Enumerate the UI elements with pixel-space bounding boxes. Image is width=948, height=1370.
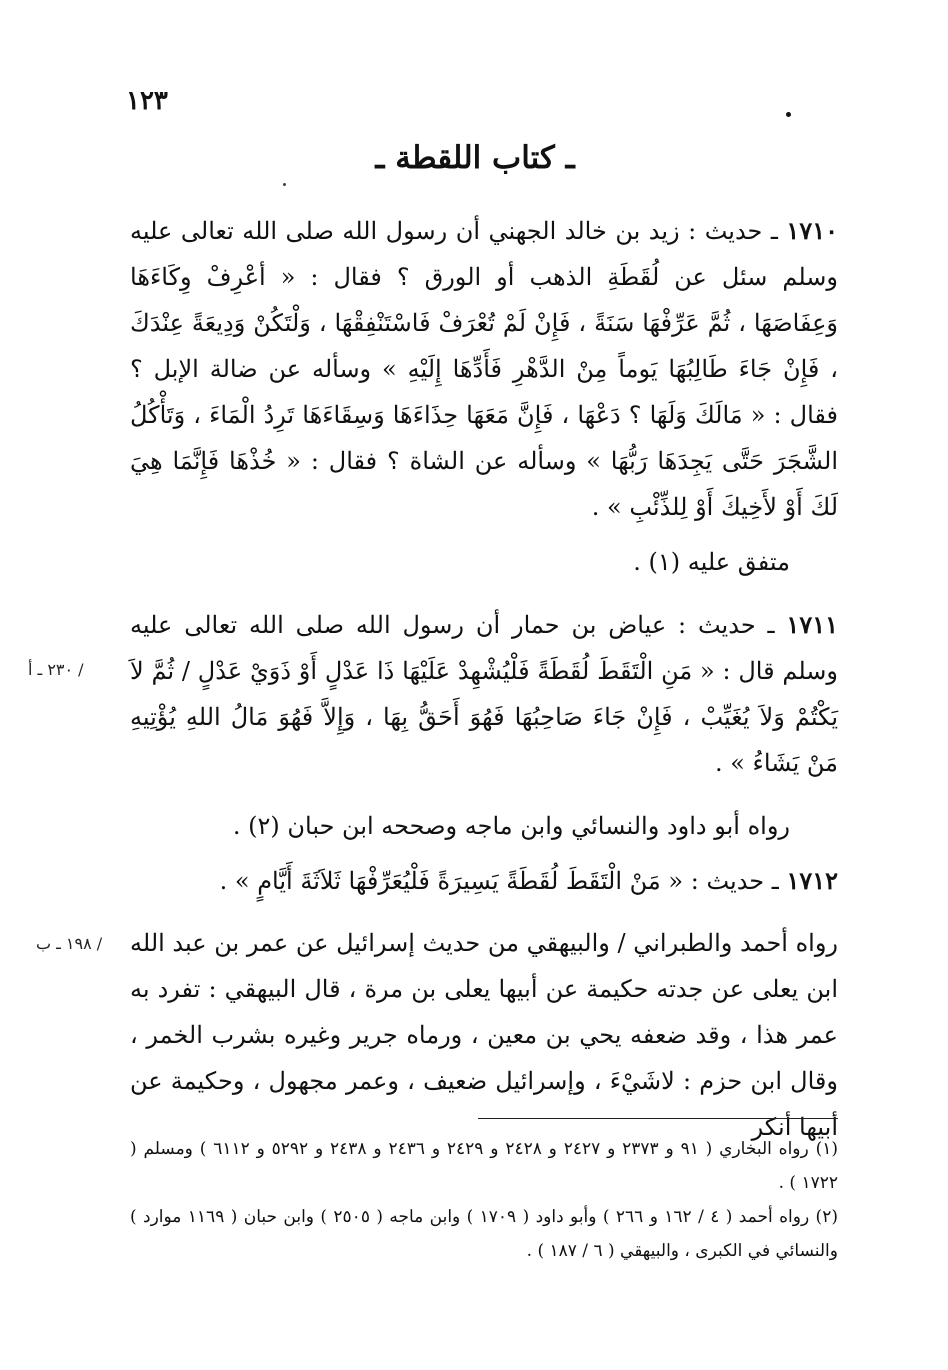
hadith-1710 [130, 208, 838, 530]
ink-speck [283, 183, 286, 186]
hadith-number: ١٧١٠ [786, 216, 838, 245]
hadith-number: ١٧١١ [786, 610, 838, 639]
margin-note-manuscript-b: / ١٩٨ ـ ب [36, 934, 103, 953]
margin-note-manuscript-a: / ٢٣٠ ـ أ [28, 660, 84, 679]
hadith-1710-source: متفق عليه (١) . [633, 548, 790, 576]
footnote-1: (١) رواه البخاري ( ٩١ و ٢٣٧٣ و ٢٤٢٧ و ٢٤٢٨ و ٢٤٢٩ و ٢٤٣٦ و ٢٤٣٨ و ٥٢٩٢ و ٦١١٢ ) ومسلم ( ١٧٢٢ ) . [130, 1139, 838, 1193]
hadith-number: ١٧١٢ [786, 866, 838, 895]
footnote-divider [478, 1118, 838, 1119]
hadith-1711-source: رواه أبو داود والنسائي وابن ماجه وصححه ابن حبان (٢) . [232, 812, 790, 840]
hadith-1711 [130, 602, 838, 786]
chapter-title: ـ كتاب اللقطة ـ [375, 140, 575, 176]
hadith-text: ـ حديث : عياض بن حمار أن رسول الله صلى الله تعالى عليه وسلم قال : « مَنِ الْتَقَطَ لُقَطَةً فَلْيُشْهِدْ عَلَيْهَا ذَا عَدْلٍ أَوْ ذَوَيْ عَدْلٍ / ثُمَّ لاَ يَكْتُمْ وَلاَ يُغَيِّبْ ، فَإِنْ جَاءَ صَاحِبُهَا فَهُوَ أَحَقُّ بِهَا ، وَإِلاَّ فَهُوَ مَالُ اللهِ يُؤْتِيهِ مَنْ يَشَاءُ » . [130, 611, 838, 777]
page-number: ١٢٣ [126, 86, 168, 116]
hadith-text: ـ حديث : زيد بن خالد الجهني أن رسول الله صلى الله تعالى عليه وسلم سئل عن لُقَطَةِ الذهب أو الورق ؟ فقال : « أعْرِفْ وِكَاءَهَا وَعِفَاصَهَا ، ثُمَّ عَرِّفْهَا سَنَةً ، فَإِنْ لَمْ تُعْرَفْ فَاسْتَنْفِقْهَا ، وَلْتَكُنْ وَدِيعَةً عِنْدَكَ ، فَإِنْ جَاءَ طَالِبُهَا يَوماً مِنْ الدَّهْرِ فَأَدِّهَا إِلَيْهِ » وسأله عن ضالة الإبل ؟ فقال : « مَالَكَ وَلَهَا ؟ دَعْهَا ، فَإِنَّ مَعَهَا حِذَاءَهَا وَسِقَاءَهَا تَرِدُ الْمَاءَ ، وَتَأْكُلُ الشَّجَرَ حَتَّى يَجِدَهَا رَبُّهَا » وسأله عن الشاة ؟ فقال : « خُذْهَا فَإِنَّمَا هِيَ لَكَ أَوْ لأَخِيكَ أَوْ لِلذِّئْبِ » . [130, 217, 838, 521]
ink-dot [786, 112, 791, 117]
hadith-1712 [110, 866, 838, 895]
footnote-2: (٢) رواه أحمد ( ٤ / ١٦٢ و ٢٦٦ ) وأبو داود ( ١٧٠٩ ) وابن ماجه ( ٢٥٠٥ ) وابن حبان ( ١١٦٩ موارد ) والنسائي في الكبرى ، والبيهقي ( ٦ / ١٨٧ ) . [130, 1207, 838, 1261]
hadith-text: ـ حديث : « مَنْ الْتَقَطَ لُقَطَةً يَسِيرَةً فَلْيُعَرِّفْهَا ثَلاَثَةَ أَيَّامٍ » . [219, 867, 779, 895]
hadith-1712-commentary: رواه أحمد والطبراني / والبيهقي من حديث إسرائيل عن عمر بن عبد الله ابن يعلى عن جدته حكيمة عن أبيها يعلى بن مرة ، قال البيهقي : تفرد به عمر هذا ، وقد ضعفه يحي بن معين ، ورماه جرير وغيره بشرب الخمر ، وقال ابن حزم : لاشَيْءَ ، وإسرائيل ضعيف ، وعمر مجهول ، وحكيمة عن أبيها أنكر [130, 929, 838, 1141]
